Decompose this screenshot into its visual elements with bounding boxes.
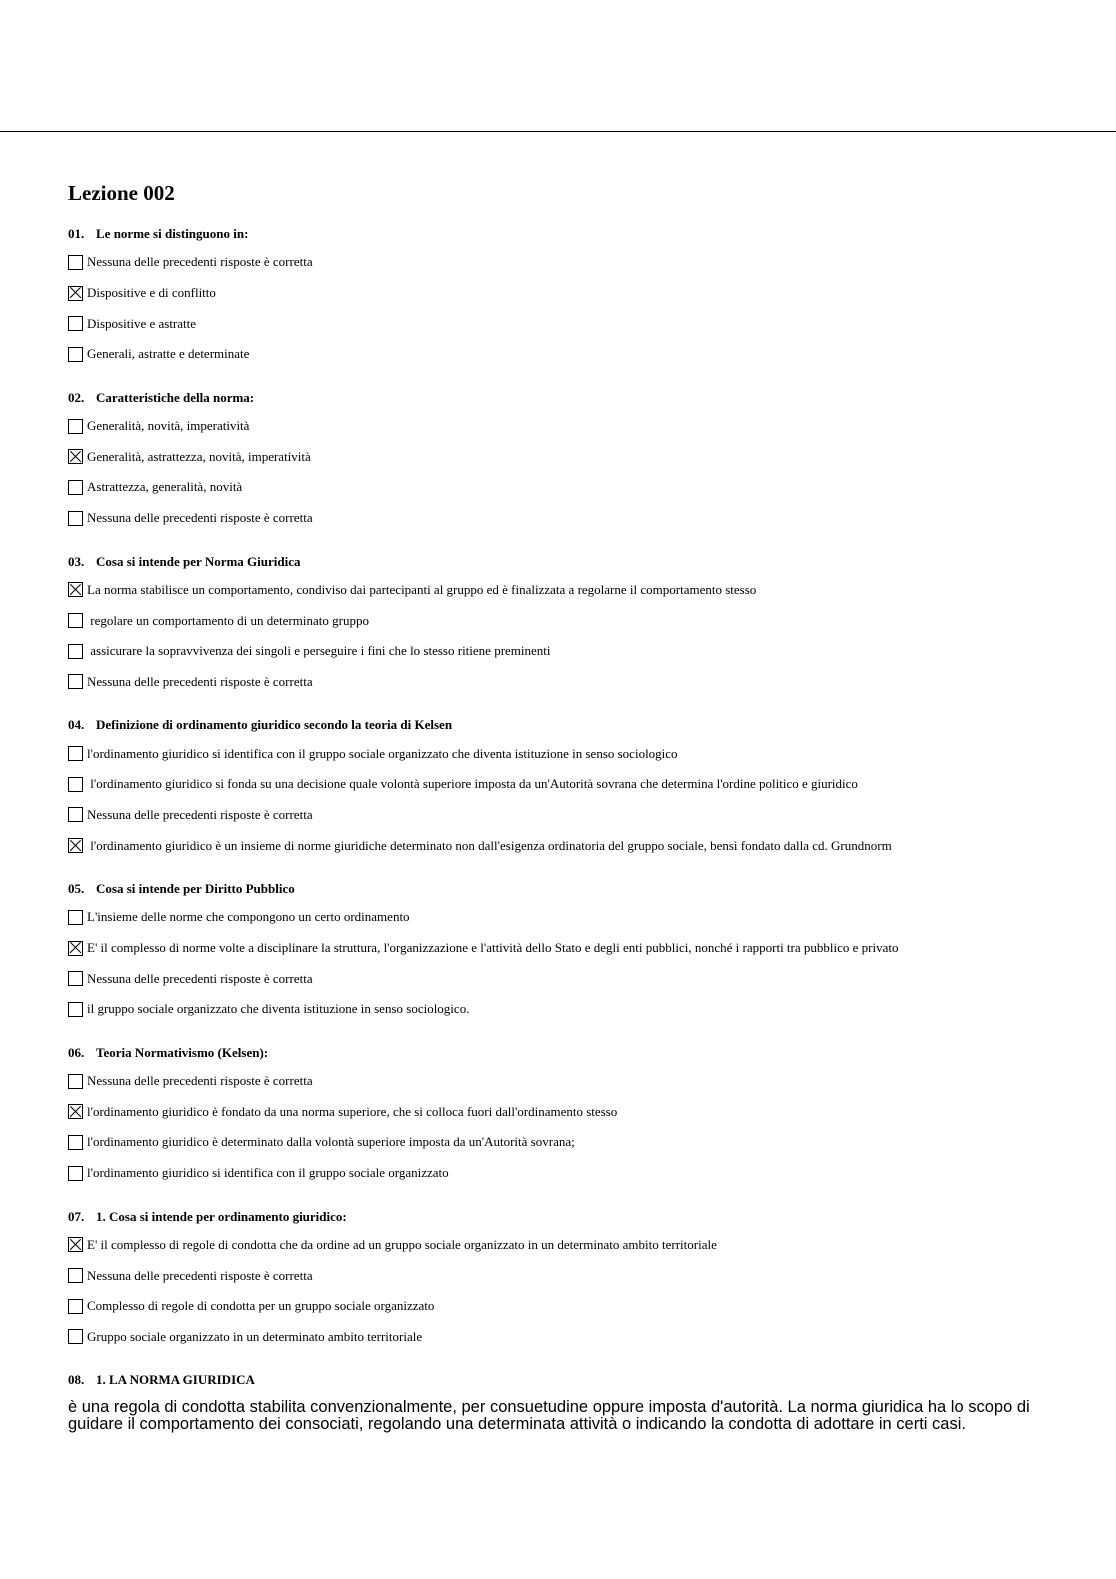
question-heading — [68, 1204, 1078, 1230]
answer-option[interactable] — [68, 503, 1078, 534]
header-rule — [0, 131, 1116, 132]
answer-option[interactable] — [68, 800, 1078, 831]
question-heading — [68, 221, 1078, 247]
question-number: 04. — [68, 717, 85, 733]
answer-option-label: Nessuna delle precedenti risposte è corretta — [87, 510, 313, 526]
answer-option[interactable] — [68, 963, 1078, 994]
answer-option[interactable] — [68, 278, 1078, 309]
answer-option-label: Nessuna delle precedenti risposte è corretta — [87, 1073, 313, 1089]
answer-option[interactable] — [68, 1158, 1078, 1189]
answer-option-label: E' il complesso di norme volte a disciplinare la struttura, l'organizzazione e l'attività dello Stato e degli enti pubblici, nonché i rapporti tra pubblico e privato — [87, 940, 899, 956]
answer-option[interactable] — [68, 1127, 1078, 1158]
answer-option[interactable] — [68, 636, 1078, 667]
answer-option[interactable] — [68, 738, 1078, 769]
checkbox-unchecked[interactable] — [68, 1002, 83, 1017]
question-text: Definizione di ordinamento giuridico secondo la teoria di Kelsen — [96, 717, 453, 733]
checkbox-checked[interactable] — [68, 449, 83, 464]
answer-option-label: Complesso di regole di condotta per un gruppo sociale organizzato — [87, 1298, 435, 1314]
checkbox-unchecked[interactable] — [68, 480, 83, 495]
answer-option-label: La norma stabilisce un comportamento, condiviso dai partecipanti al gruppo ed è finalizzata a regolarne il comportamento stesso — [87, 581, 757, 597]
question-heading — [68, 385, 1078, 411]
answer-option[interactable] — [68, 411, 1078, 442]
answer-option-label: l'ordinamento giuridico si fonda su una decisione quale volontà superiore imposta da un'Autorità sovrana che determina l'ordine politico e giuridico — [87, 776, 858, 792]
answer-option-label: l'ordinamento giuridico è determinato dalla volontà superiore imposta da un'Autorità sovrana; — [87, 1134, 575, 1150]
question-heading — [68, 1367, 1078, 1393]
question-number: 03. — [68, 553, 85, 569]
answer-option[interactable] — [68, 605, 1078, 636]
question-number: 06. — [68, 1044, 85, 1060]
checkbox-checked[interactable] — [68, 1104, 83, 1119]
checkbox-unchecked[interactable] — [68, 613, 83, 628]
checkbox-unchecked[interactable] — [68, 971, 83, 986]
answer-option-label: regolare un comportamento di un determinato gruppo — [87, 612, 369, 628]
answer-option-label: Generali, astratte e determinate — [87, 346, 250, 362]
question-number: 01. — [68, 226, 85, 241]
answer-option-label: assicurare la sopravvivenza dei singoli e perseguire i fini che lo stesso ritiene preminenti — [87, 643, 551, 659]
checkbox-checked[interactable] — [68, 1237, 83, 1252]
answer-option[interactable] — [68, 933, 1078, 964]
answer-option[interactable] — [68, 472, 1078, 503]
checkbox-checked[interactable] — [68, 582, 83, 597]
question-block — [68, 1204, 1078, 1353]
answer-option-label: l'ordinamento giuridico si identifica con il gruppo sociale organizzato — [87, 1165, 449, 1181]
answer-option[interactable] — [68, 1230, 1078, 1261]
open-answer-text: è una regola di condotta stabilita convenzionalmente, per consuetudine oppure imposta d'autorità. La norma giuridica ha lo scopo di guidare il comportamento dei consociati, regolando una determinata attività o indicando la condotta di adottare in certi casi. — [68, 1398, 1030, 1434]
answer-option[interactable] — [68, 1260, 1078, 1291]
answer-option[interactable] — [68, 830, 1078, 861]
question-block — [68, 221, 1078, 370]
answer-option[interactable] — [68, 994, 1078, 1025]
answer-option[interactable] — [68, 339, 1078, 370]
answer-option-label: Dispositive e astratte — [87, 315, 197, 331]
question-list — [68, 221, 1078, 1352]
question-block — [68, 1040, 1078, 1189]
checkbox-checked[interactable] — [68, 838, 83, 853]
checkbox-unchecked[interactable] — [68, 511, 83, 526]
checkbox-unchecked[interactable] — [68, 1166, 83, 1181]
answer-option[interactable] — [68, 1066, 1078, 1097]
checkbox-unchecked[interactable] — [68, 1329, 83, 1344]
question-heading — [68, 1040, 1078, 1066]
checkbox-unchecked[interactable] — [68, 807, 83, 822]
checkbox-unchecked[interactable] — [68, 1074, 83, 1089]
checkbox-unchecked[interactable] — [68, 910, 83, 925]
checkbox-unchecked[interactable] — [68, 316, 83, 331]
question-text: Teoria Normativismo (Kelsen): — [96, 1044, 269, 1060]
answer-option-label: l'ordinamento giuridico è fondato da una norma superiore, che si colloca fuori dall'ordinamento stesso — [87, 1103, 618, 1119]
open-question — [68, 1367, 1078, 1433]
answer-option-label: Generalità, novità, imperatività — [87, 418, 250, 434]
question-heading — [68, 549, 1078, 575]
question-text: Cosa si intende per Norma Giuridica — [96, 553, 301, 569]
answer-option-label: Astrattezza, generalità, novità — [87, 479, 243, 495]
answer-option[interactable] — [68, 769, 1078, 800]
checkbox-unchecked[interactable] — [68, 255, 83, 270]
answer-option-label: L'insieme delle norme che compongono un certo ordinamento — [87, 909, 410, 925]
answer-option-label: Generalità, astrattezza, novità, imperatività — [87, 448, 311, 464]
question-block — [68, 712, 1078, 861]
answer-option[interactable] — [68, 308, 1078, 339]
checkbox-checked[interactable] — [68, 286, 83, 301]
question-block — [68, 385, 1078, 534]
answer-option-label: E' il complesso di regole di condotta che da ordine ad un gruppo sociale organizzato in un determinato ambito territoriale — [87, 1236, 717, 1252]
answer-option[interactable] — [68, 1096, 1078, 1127]
answer-option-label: Nessuna delle precedenti risposte è corretta — [87, 673, 313, 689]
question-number: 08. — [68, 1372, 85, 1388]
question-text: Caratteristiche della norma: — [96, 389, 255, 405]
answer-option[interactable] — [68, 441, 1078, 472]
question-number: 05. — [68, 881, 85, 896]
answer-option-label: l'ordinamento giuridico si identifica con il gruppo sociale organizzato che diventa istituzione in senso sociologico — [87, 745, 678, 761]
answer-option-label: il gruppo sociale organizzato che diventa istituzione in senso sociologico. — [87, 1001, 470, 1017]
checkbox-unchecked[interactable] — [68, 1135, 83, 1150]
answer-option-label: Gruppo sociale organizzato in un determinato ambito territoriale — [87, 1328, 423, 1344]
question-block — [68, 876, 1078, 1025]
question-text: 1. Cosa si intende per ordinamento giuridico: — [96, 1208, 347, 1224]
checkbox-unchecked[interactable] — [68, 1299, 83, 1314]
question-heading — [68, 876, 1078, 902]
question-heading — [68, 712, 1078, 738]
answer-option[interactable] — [68, 575, 1078, 606]
checkbox-checked[interactable] — [68, 941, 83, 956]
question-text: 1. LA NORMA GIURIDICA — [96, 1372, 255, 1388]
answer-option-label: Nessuna delle precedenti risposte è corretta — [87, 970, 313, 986]
question-number: 02. — [68, 389, 85, 405]
answer-option-label: Nessuna delle precedenti risposte è corretta — [87, 806, 313, 822]
question-number: 07. — [68, 1208, 85, 1224]
question-block — [68, 549, 1078, 698]
answer-option[interactable] — [68, 902, 1078, 933]
checkbox-unchecked[interactable] — [68, 644, 83, 659]
checkbox-unchecked[interactable] — [68, 777, 83, 792]
document-body — [68, 178, 1078, 1448]
answer-option[interactable] — [68, 667, 1078, 698]
answer-option-label: l'ordinamento giuridico è un insieme di norme giuridiche determinato non dall'esigenza ordinatoria del gruppo sociale, bensì fondato dalla cd. Grundnorm — [87, 837, 892, 853]
question-text: Le norme si distinguono in: — [96, 226, 249, 241]
answer-option[interactable] — [68, 1322, 1078, 1353]
answer-option[interactable] — [68, 1291, 1078, 1322]
answer-option[interactable] — [68, 247, 1078, 278]
lesson-title: Lezione 002 — [68, 181, 175, 205]
answer-option-label: Nessuna delle precedenti risposte è corretta — [87, 1267, 313, 1283]
question-text: Cosa si intende per Diritto Pubblico — [96, 881, 295, 896]
answer-option-label: Nessuna delle precedenti risposte è corretta — [87, 254, 313, 270]
checkbox-unchecked[interactable] — [68, 674, 83, 689]
checkbox-unchecked[interactable] — [68, 1268, 83, 1283]
checkbox-unchecked[interactable] — [68, 419, 83, 434]
checkbox-unchecked[interactable] — [68, 746, 83, 761]
checkbox-unchecked[interactable] — [68, 347, 83, 362]
answer-option-label: Dispositive e di conflitto — [87, 285, 216, 301]
